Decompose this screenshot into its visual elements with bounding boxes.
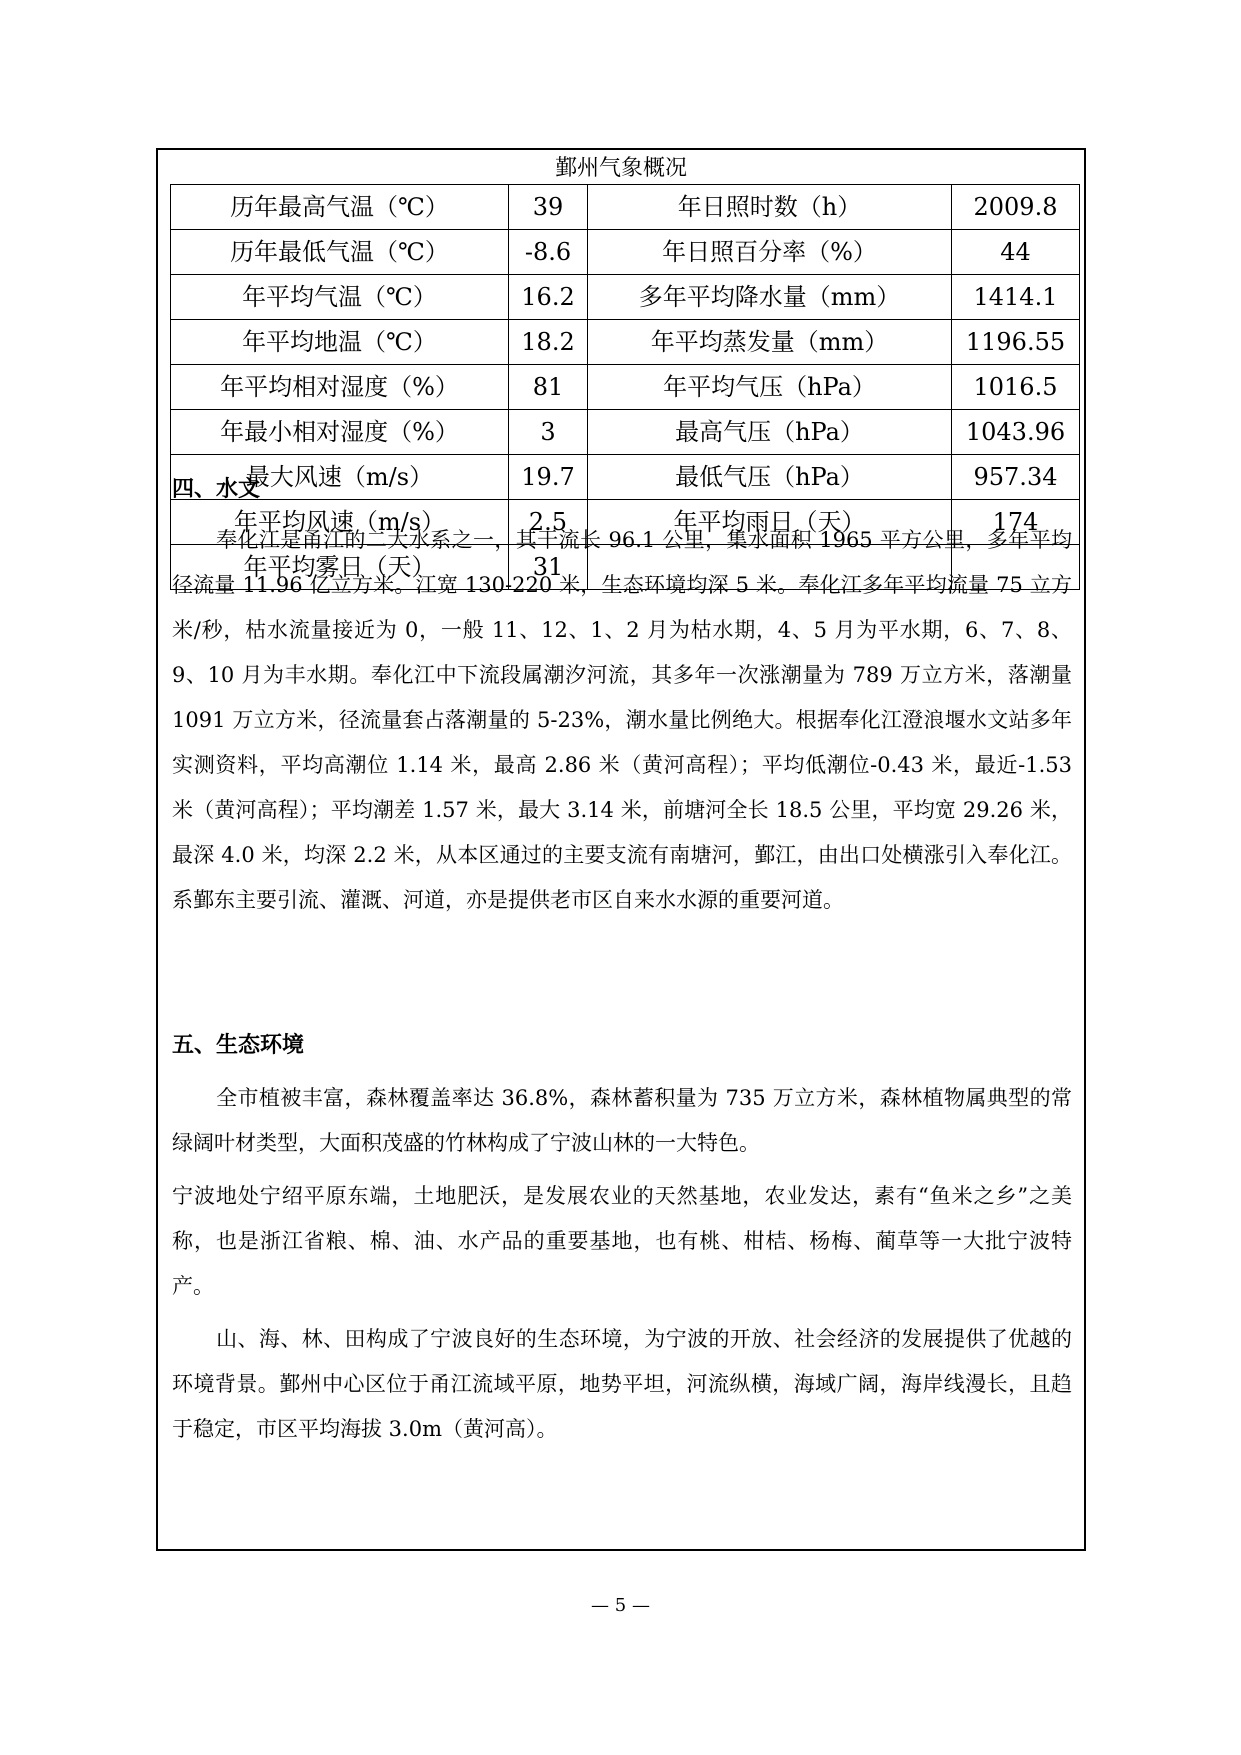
table-cell: 31 [509, 545, 588, 590]
table-cell: 1196.55 [952, 320, 1080, 365]
table-cell: 年平均相对湿度（%） [171, 365, 509, 410]
table-cell: 年平均蒸发量（mm） [588, 320, 952, 365]
table-cell: 39 [509, 185, 588, 230]
table-cell: 1016.5 [952, 365, 1080, 410]
table-cell: 年平均雾日（天） [171, 545, 509, 590]
section-heading: 四、水文 [172, 477, 261, 502]
page-number: — 5 — [591, 1595, 650, 1616]
ecology-section [172, 1030, 1072, 1452]
table-cell: 最大风速（m/s） [171, 455, 509, 500]
table-row [171, 185, 1080, 230]
table-row [171, 410, 1080, 455]
table-cell: 1043.96 [952, 410, 1080, 455]
table-cell: 历年最低气温（℃） [171, 230, 509, 275]
table-cell: 174 [952, 500, 1080, 545]
table-cell: 2.5 [509, 500, 588, 545]
table-cell: 16.2 [509, 275, 588, 320]
table-cell: 19.7 [509, 455, 588, 500]
table-row [171, 365, 1080, 410]
table-cell: 44 [952, 230, 1080, 275]
table-row [171, 275, 1080, 320]
table-cell: 81 [509, 365, 588, 410]
table-cell: 年平均气温（℃） [171, 275, 509, 320]
table-cell: 多年平均降水量（mm） [588, 275, 952, 320]
paragraph: 宁波地处宁绍平原东端，土地肥沃，是发展农业的天然基地，农业发达，素有“鱼米之乡”之美称，也是浙江省粮、棉、油、水产品的重要基地，也有桃、柑桔、杨梅、蔺草等一大批宁波特产。 [172, 1184, 1072, 1298]
table-cell: 年平均气压（hPa） [588, 365, 952, 410]
table-row [171, 230, 1080, 275]
table-row [171, 320, 1080, 365]
table-cell: 年最小相对湿度（%） [171, 410, 509, 455]
table-cell: 3 [509, 410, 588, 455]
table-cell: 年日照百分率（%） [588, 230, 952, 275]
hydrology-section [172, 474, 1072, 923]
table-cell: 18.2 [509, 320, 588, 365]
section-heading: 五、生态环境 [172, 1033, 305, 1058]
page-frame [156, 148, 1086, 1551]
table-cell: 历年最高气温（℃） [171, 185, 509, 230]
table-title: 鄞州气象概况 [554, 156, 687, 181]
table-cell: 年平均雨日（天） [588, 500, 952, 545]
table-cell: 1414.1 [952, 275, 1080, 320]
table-cell: 最高气压（hPa） [588, 410, 952, 455]
table-cell: 年平均地温（℃） [171, 320, 509, 365]
paragraph: 山、海、林、田构成了宁波良好的生态环境，为宁波的开放、社会经济的发展提供了优越的环境背景。鄞州中心区位于甬江流域平原，地势平坦，河流纵横，海域广阔，海岸线漫长，且趋于稳定，市区平均海拔 3.0m（黄河高）。 [172, 1327, 1072, 1441]
table-cell: -8.6 [509, 230, 588, 275]
table-cell: 957.34 [952, 455, 1080, 500]
paragraph: 奉化江是甬江的二大水系之一，其干流长 96.1 公里，集水面积 1965 平方公里，多年平均径流量 11.96 亿立方米。江宽 130-220 米，生态环境均深 5 米。奉化江多年平均流量 75 立方米/秒，枯水流量接近为 0，一般 11、12、1、2 月为枯水期，4、5 月为平水期，6、7、8、9、10 月为丰水期。奉化江中下流段属潮汐河流，其多年一次涨潮量为 789 万立方米，落潮量 1091 万立方米，径流量套占落潮量的 5-23%，潮水量比例绝大。根据奉化江澄浪堰水文站多年实测资料，平均高潮位 1.14 米，最高 2.86 米（黄河高程）；平均低潮位-0.43 米，最近-1.53 米（黄河高程）；平均潮差 1.57 米，最大 3.14 米，前塘河全长 18.5 公里，平均宽 29.26 米，最深 4.0 米，均深 2.2 米，从本区通过的主要支流有南塘河，鄞江，由出口处横涨引入奉化江。系鄞东主要引流、灌溉、河道，亦是提供老市区自来水水源的重要河道。 [172, 528, 1072, 912]
table-cell: 年日照时数（h） [588, 185, 952, 230]
paragraph: 全市植被丰富，森林覆盖率达 36.8%，森林蓄积量为 735 万立方米，森林植物属典型的常绿阔叶材类型，大面积茂盛的竹林构成了宁波山林的一大特色。 [172, 1086, 1072, 1155]
table-cell: 2009.8 [952, 185, 1080, 230]
table-cell: 最低气压（hPa） [588, 455, 952, 500]
table-cell: 年平均风速（m/s） [171, 500, 509, 545]
